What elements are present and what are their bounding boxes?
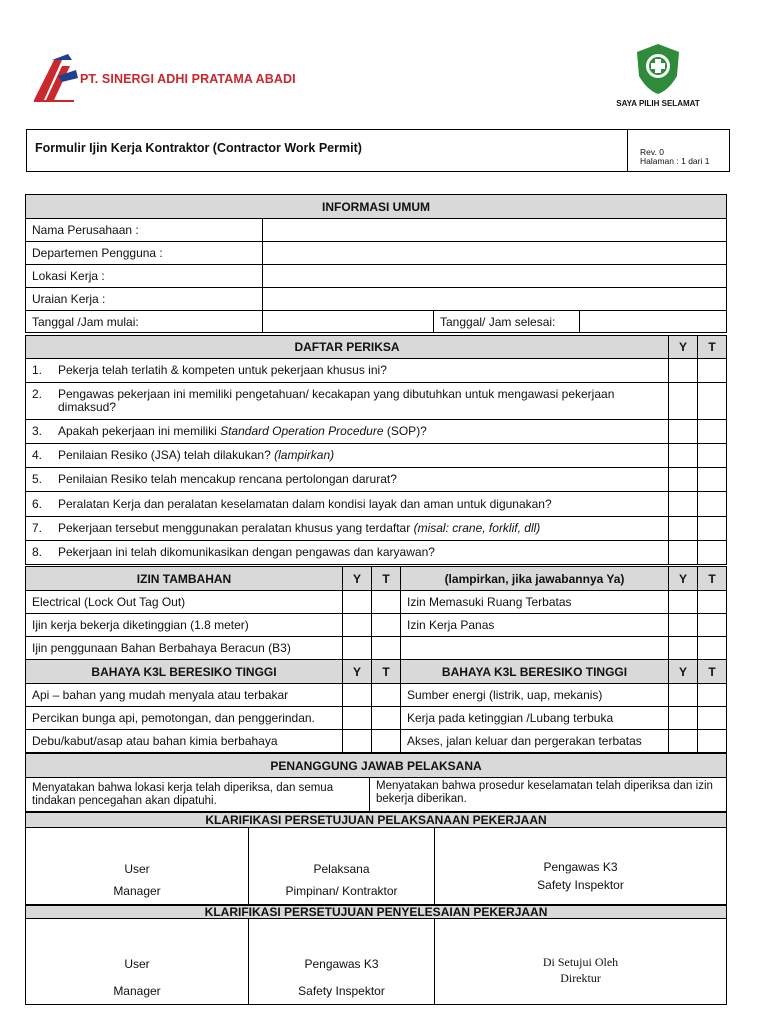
- completion-manager-label: Manager: [113, 984, 161, 998]
- checklist-text-main: Pengawas pekerjaan ini memiliki pengetahuan/ kecakapan yang dibutuhkan untuk mengawasi pekerjaan dimaksud?: [58, 387, 615, 414]
- checklist-yes-box[interactable]: [669, 492, 698, 517]
- checklist-text: [58, 364, 387, 377]
- checklist-y-header: Y: [669, 336, 698, 359]
- hazard-right-yes-box[interactable]: [669, 730, 698, 753]
- checklist-row: [26, 444, 727, 468]
- checklist-yes-box[interactable]: [669, 468, 698, 492]
- checklist-no-box[interactable]: [698, 383, 727, 420]
- execution-contractor-cell[interactable]: [249, 828, 435, 905]
- additional-permit-row: [26, 637, 727, 660]
- additional-permit-left-no-box[interactable]: [372, 637, 401, 660]
- additional-permits-header: IZIN TAMBAHAN: [26, 567, 343, 591]
- form-title-box: [26, 129, 730, 172]
- completion-approval-header: KLARIFIKASI PERSETUJUAN PENYELESAIAN PEKERJAAN: [26, 906, 727, 919]
- additional-permit-row: [26, 591, 727, 614]
- hazards-header: BAHAYA K3L BERESIKO TINGGI: [26, 660, 343, 684]
- hazard-left-yes-box[interactable]: [343, 707, 372, 730]
- additional-permit-right-no-box[interactable]: [698, 637, 727, 660]
- start-field[interactable]: [263, 311, 434, 333]
- execution-user-label: User: [124, 861, 150, 876]
- checklist-question: [26, 444, 669, 468]
- hazard-left-item: Percikan bunga api, pemotongan, dan penggerindan.: [26, 707, 343, 730]
- hazard-left-no-box[interactable]: [372, 684, 401, 707]
- checklist-number: 5.: [32, 472, 43, 486]
- company-logo: [32, 50, 296, 106]
- completion-approval-table: [25, 905, 727, 1005]
- checklist-row: [26, 517, 727, 541]
- safety-logo: [614, 42, 702, 114]
- checklist-row: [26, 541, 727, 565]
- checklist-yes-box[interactable]: [669, 420, 698, 444]
- location-field[interactable]: [263, 265, 727, 288]
- checklist-row: [26, 492, 727, 517]
- checklist-text-main: Pekerja telah terlatih & kompeten untuk pekerjaan khusus ini?: [58, 363, 387, 377]
- checklist-question: [26, 517, 669, 541]
- additional-note-header: (lampirkan, jika jawabannya Ya): [401, 567, 669, 591]
- safety-shield-icon: [633, 42, 683, 96]
- hazards-t2-header: T: [698, 660, 727, 684]
- checklist-text: [58, 546, 435, 559]
- company-field[interactable]: [263, 219, 727, 242]
- checklist-text-tail: (SOP)?: [383, 424, 427, 438]
- additional-permit-right-item: Izin Kerja Panas: [401, 614, 669, 637]
- additional-permit-left-yes-box[interactable]: [343, 591, 372, 614]
- checklist-no-box[interactable]: [698, 468, 727, 492]
- general-info-table: [25, 194, 727, 333]
- checklist-text: [58, 449, 334, 462]
- additional-permit-right-yes-box[interactable]: [669, 614, 698, 637]
- description-field[interactable]: [263, 288, 727, 311]
- hazard-left-item: Api – bahan yang mudah menyala atau terbakar: [26, 684, 343, 707]
- checklist-text: [58, 522, 540, 535]
- completion-k3-label: Pengawas K3: [304, 957, 379, 971]
- checklist-no-box[interactable]: [698, 517, 727, 541]
- location-label: Lokasi Kerja :: [26, 265, 263, 288]
- additional-permit-left-item: Ijin penggunaan Bahan Berbahaya Beracun (B3): [26, 637, 343, 660]
- checklist-number: 4.: [32, 448, 43, 462]
- checklist-text: [58, 498, 552, 511]
- end-field[interactable]: [580, 311, 727, 333]
- revision-number: Rev. 0: [640, 147, 664, 157]
- checklist-text-italic: (lampirkan): [274, 448, 335, 462]
- completion-user-cell[interactable]: [26, 919, 249, 1005]
- checklist-question: [26, 383, 669, 420]
- checklist-number: 8.: [32, 545, 43, 559]
- hazards-y-header: Y: [343, 660, 372, 684]
- additional-y-header: Y: [343, 567, 372, 591]
- additional-permit-left-no-box[interactable]: [372, 591, 401, 614]
- checklist-t-header: T: [698, 336, 727, 359]
- additional-permit-row: [26, 614, 727, 637]
- checklist-no-box[interactable]: [698, 492, 727, 517]
- hazard-row: [26, 730, 727, 753]
- checklist-yes-box[interactable]: [669, 541, 698, 565]
- checklist-text: [58, 473, 397, 486]
- company-label: Nama Perusahaan :: [26, 219, 263, 242]
- checklist-question: [26, 468, 669, 492]
- checklist-no-box[interactable]: [698, 359, 727, 383]
- checklist-yes-box[interactable]: [669, 383, 698, 420]
- checklist-table: [25, 335, 727, 565]
- checklist-row: [26, 468, 727, 492]
- execution-k3-label: Pengawas K3: [543, 859, 618, 874]
- checklist-row: [26, 359, 727, 383]
- checklist-text: [58, 388, 662, 414]
- execution-contractor-label: Pimpinan/ Kontraktor: [285, 884, 398, 898]
- approved-by-label: Di Setujui Oleh: [542, 954, 619, 969]
- permits-hazards-table: [25, 566, 727, 753]
- checklist-text-main: Pekerjaan ini telah dikomunikasikan dengan pengawas dan karyawan?: [58, 545, 435, 559]
- hazards-y2-header: Y: [669, 660, 698, 684]
- hazard-left-yes-box[interactable]: [343, 684, 372, 707]
- department-label: Departemen Pengguna :: [26, 242, 263, 265]
- additional-t-header: T: [372, 567, 401, 591]
- execution-inspector-label: Safety Inspektor: [537, 878, 624, 892]
- execution-approval-header: KLARIFIKASI PERSETUJUAN PELAKSANAAN PEKERJAAN: [26, 813, 727, 828]
- revision-info: [627, 130, 731, 171]
- checklist-row: [26, 420, 727, 444]
- execution-manager-label: Manager: [113, 884, 161, 898]
- hazard-row: [26, 707, 727, 730]
- checklist-number: 2.: [32, 387, 43, 401]
- checklist-text-main: Penilaian Resiko (JSA) telah dilakukan?: [58, 448, 275, 462]
- hazard-right-yes-box[interactable]: [669, 684, 698, 707]
- checklist-text-italic: (misal: crane, forklif, dll): [413, 521, 541, 535]
- additional-permit-right-yes-box[interactable]: [669, 591, 698, 614]
- hazard-left-no-box[interactable]: [372, 730, 401, 753]
- additional-y2-header: Y: [669, 567, 698, 591]
- hazard-right-yes-box[interactable]: [669, 707, 698, 730]
- checklist-text-main: Apakah pekerjaan ini memiliki: [58, 424, 221, 438]
- checklist-header: DAFTAR PERIKSA: [26, 336, 669, 359]
- hazard-right-no-box[interactable]: [698, 730, 727, 753]
- hazard-right-no-box[interactable]: [698, 707, 727, 730]
- hazard-right-item: Kerja pada ketinggian /Lubang terbuka: [401, 707, 669, 730]
- checklist-no-box[interactable]: [698, 444, 727, 468]
- checklist-row: [26, 383, 727, 420]
- hazard-right-no-box[interactable]: [698, 684, 727, 707]
- hazard-left-item: Debu/kabut/asap atau bahan kimia berbahaya: [26, 730, 343, 753]
- department-field[interactable]: [263, 242, 727, 265]
- additional-permit-right-no-box[interactable]: [698, 591, 727, 614]
- general-info-header: INFORMASI UMUM: [26, 195, 727, 219]
- hazards-header-right: BAHAYA K3L BERESIKO TINGGI: [401, 660, 669, 684]
- additional-permit-left-item: Ijin kerja bekerja diketinggian (1.8 meter): [26, 614, 343, 637]
- checklist-text-italic: Standard Operation Procedure: [220, 424, 384, 438]
- completion-inspector-label: Safety Inspektor: [298, 984, 385, 998]
- checklist-number: 1.: [32, 363, 43, 377]
- additional-permit-left-item: Electrical (Lock Out Tag Out): [26, 591, 343, 614]
- additional-permit-left-yes-box[interactable]: [343, 614, 372, 637]
- additional-permit-left-yes-box[interactable]: [343, 637, 372, 660]
- checklist-yes-box[interactable]: [669, 444, 698, 468]
- checklist-no-box[interactable]: [698, 541, 727, 565]
- completion-k3-cell[interactable]: [249, 919, 435, 1005]
- checklist-yes-box[interactable]: [669, 359, 698, 383]
- execution-safety-cell[interactable]: [435, 828, 727, 905]
- completion-user-label: User: [124, 957, 150, 971]
- hazard-right-item: Akses, jalan keluar dan pergerakan terbatas: [401, 730, 669, 753]
- checklist-number: 3.: [32, 424, 43, 438]
- execution-approval-table: [25, 812, 727, 905]
- checklist-yes-box[interactable]: [669, 517, 698, 541]
- execution-executor-label: Pelaksana: [313, 861, 370, 876]
- checklist-question: [26, 359, 669, 383]
- end-label: Tanggal/ Jam selesai:: [434, 311, 580, 333]
- hazard-left-no-box[interactable]: [372, 707, 401, 730]
- checklist-text-main: Pekerjaan tersebut menggunakan peralatan khusus yang terdaftar: [58, 521, 414, 535]
- responsible-statement-left: Menyatakan bahwa lokasi kerja telah diperiksa, dan semua tindakan pencegahan akan dipatuhi.: [26, 778, 370, 812]
- checklist-question: [26, 420, 669, 444]
- hazard-row: [26, 684, 727, 707]
- additional-permit-right-item: Izin Memasuki Ruang Terbatas: [401, 591, 669, 614]
- checklist-text-main: Peralatan Kerja dan peralatan keselamatan dalam kondisi layak dan aman untuk digunakan?: [58, 496, 552, 511]
- company-name: PT. SINERGI ADHI PRATAMA ABADI: [80, 72, 296, 86]
- responsible-table: [25, 753, 727, 812]
- responsible-statement-right: Menyatakan bahwa prosedur keselamatan telah diperiksa dan izin bekerja diberikan.: [370, 778, 727, 812]
- hazards-t-header: T: [372, 660, 401, 684]
- additional-permit-right-no-box[interactable]: [698, 614, 727, 637]
- checklist-number: 6.: [32, 496, 43, 511]
- hazard-right-item: Sumber energi (listrik, uap, mekanis): [401, 684, 669, 707]
- start-label: Tanggal /Jam mulai:: [26, 311, 263, 333]
- checklist-question: [26, 541, 669, 565]
- checklist-number: 7.: [32, 521, 43, 535]
- checklist-text-main: Penilaian Resiko telah mencakup rencana pertolongan darurat?: [58, 472, 397, 486]
- hazard-left-yes-box[interactable]: [343, 730, 372, 753]
- execution-user-cell[interactable]: [26, 828, 249, 905]
- responsible-header: PENANGGUNG JAWAB PELAKSANA: [26, 754, 727, 778]
- checklist-text: [58, 425, 427, 438]
- safety-slogan: SAYA PILIH SELAMAT: [616, 99, 700, 108]
- additional-permit-left-no-box[interactable]: [372, 614, 401, 637]
- checklist-no-box[interactable]: [698, 420, 727, 444]
- page-number: Halaman : 1 dari 1: [640, 156, 710, 166]
- description-label: Uraian Kerja :: [26, 288, 263, 311]
- additional-permit-right-item: [401, 637, 669, 660]
- form-title: Formulir Ijin Kerja Kontraktor (Contractor Work Permit): [35, 141, 362, 155]
- completion-director-cell[interactable]: [435, 919, 727, 1005]
- additional-permit-right-yes-box[interactable]: [669, 637, 698, 660]
- checklist-question: [26, 492, 669, 517]
- director-label: Direktur: [560, 971, 601, 985]
- additional-t2-header: T: [698, 567, 727, 591]
